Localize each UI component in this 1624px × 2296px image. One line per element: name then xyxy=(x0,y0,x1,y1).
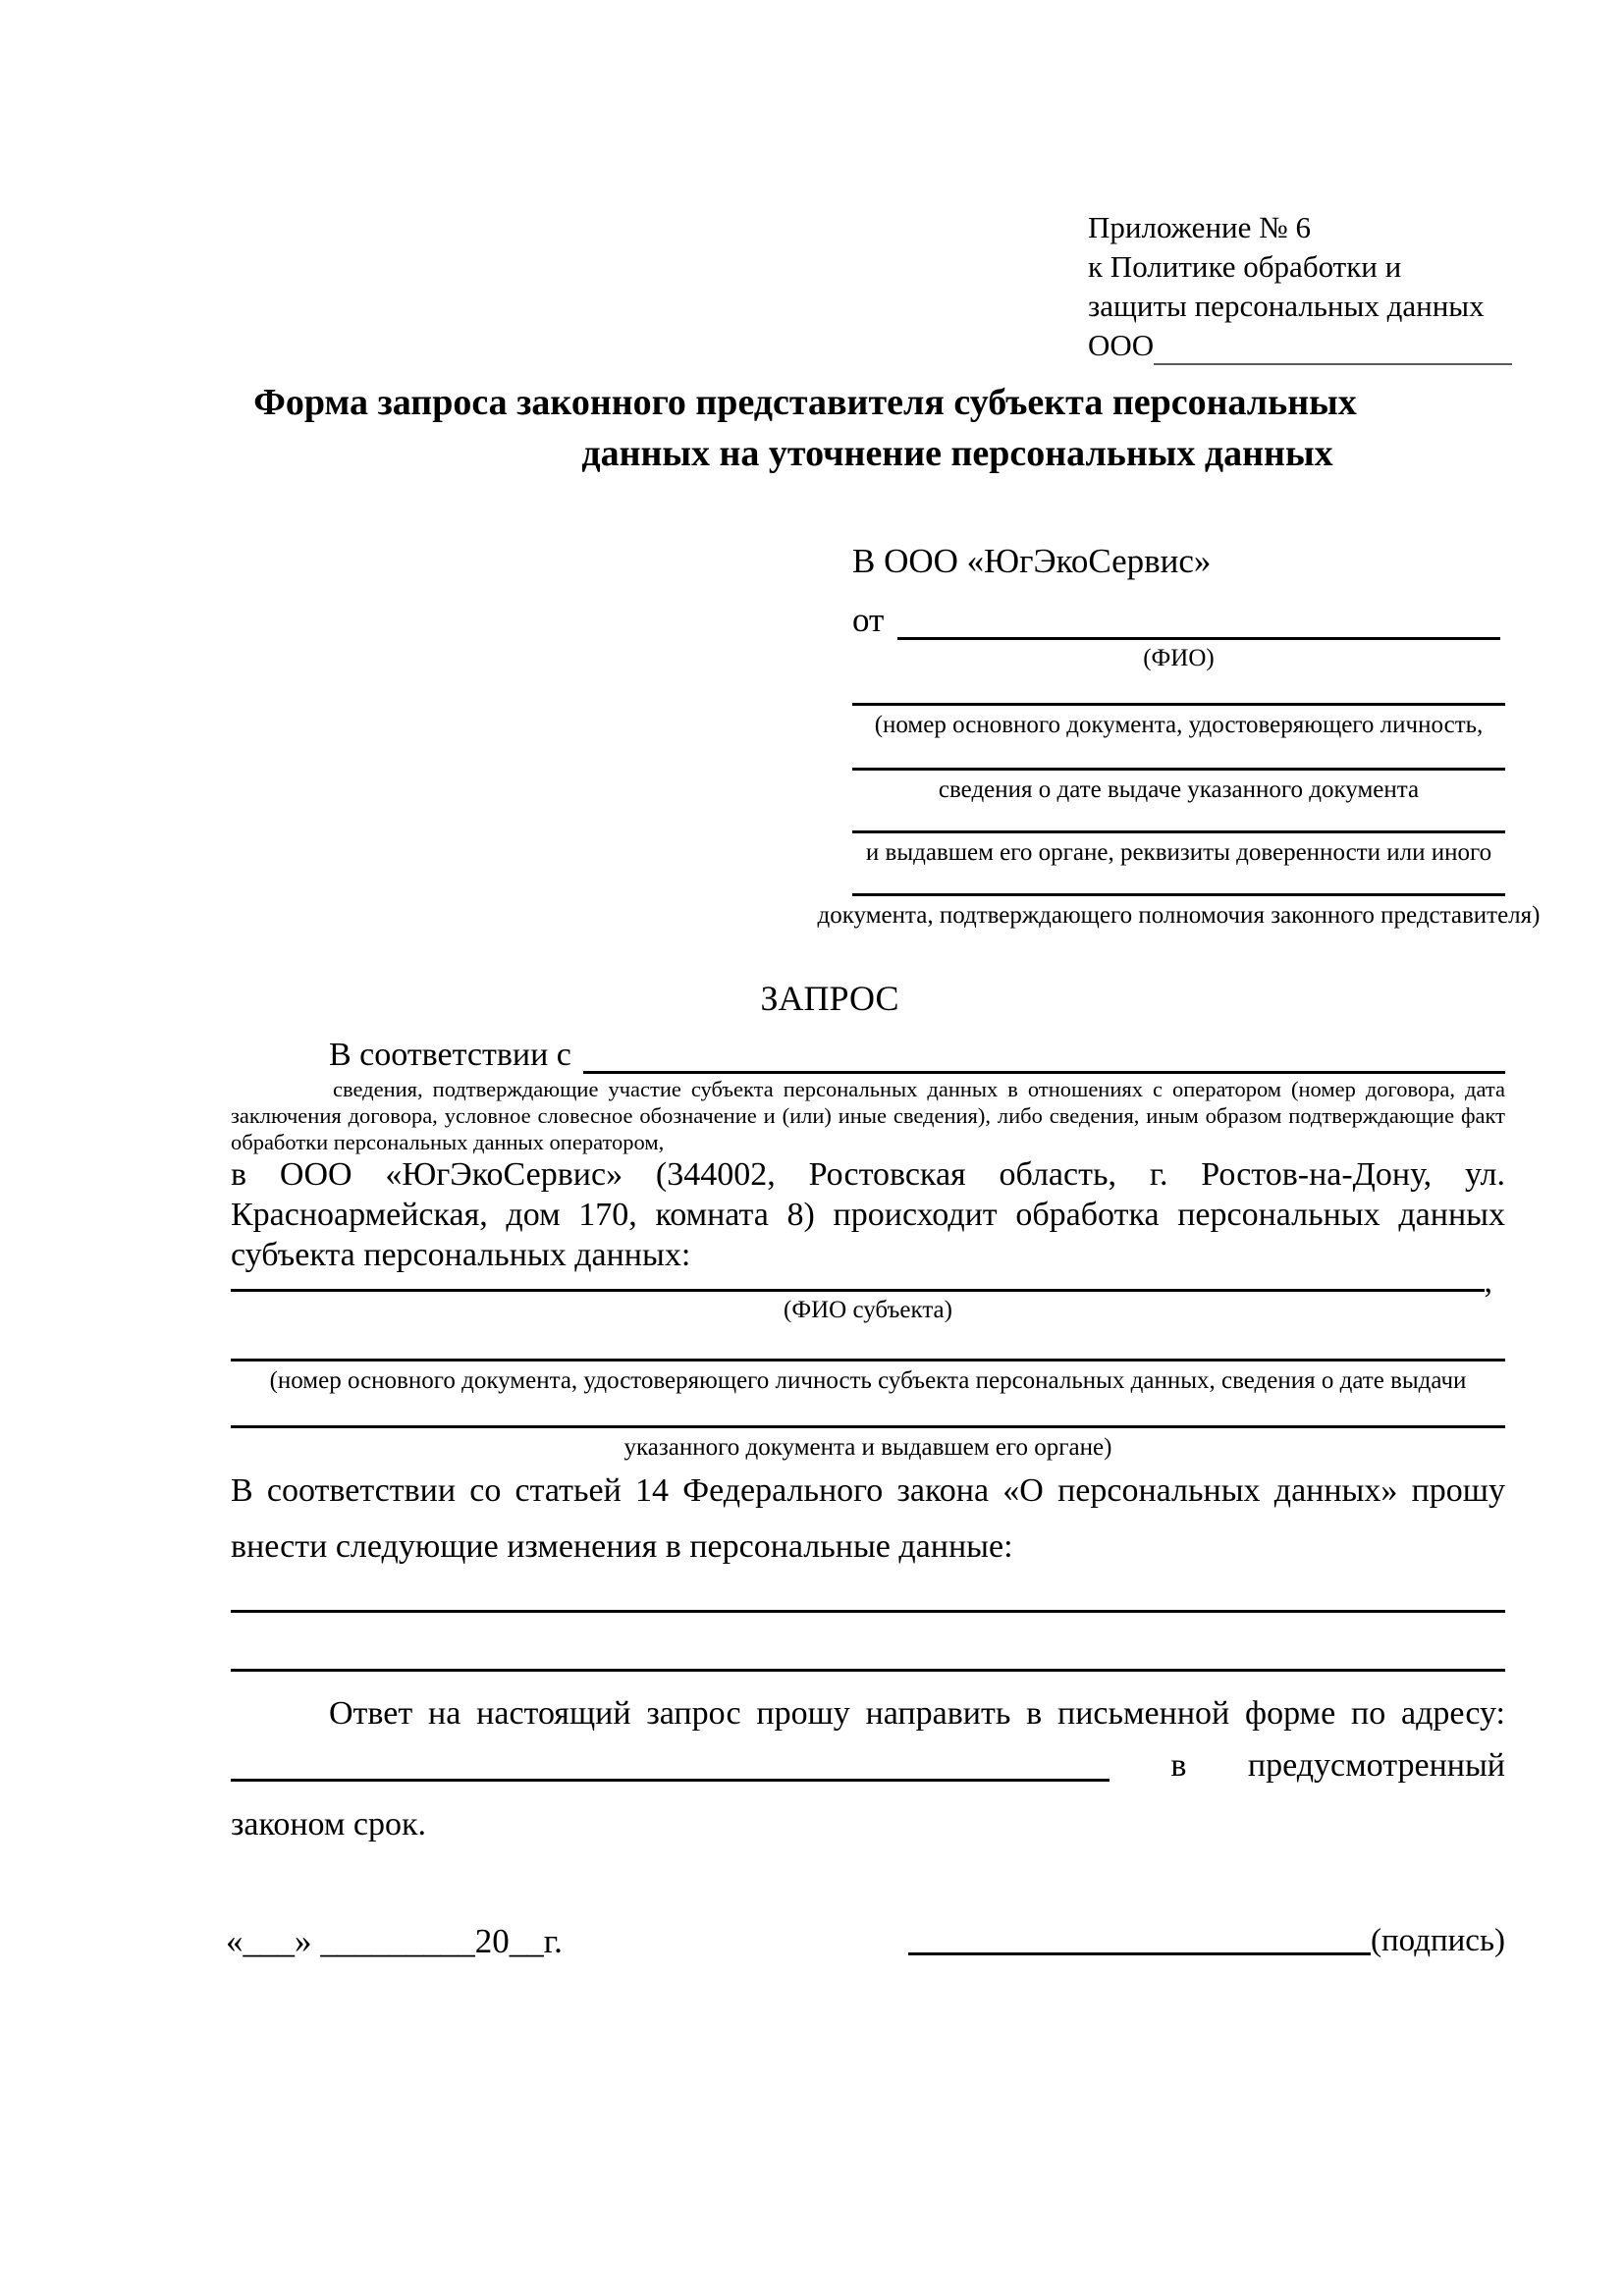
rep-doc-caption-3: и выдавшем его органе, реквизиты доверенности или иного xyxy=(865,839,1492,866)
rep-doc-caption-4: документа, подтверждающего полномочия законного представителя) xyxy=(817,902,1541,929)
appendix-block xyxy=(1088,208,1512,365)
operator-line-1: в ООО «ЮгЭкоСервис» (344002, Ростовская область, г. Ростов-на-Дону, ул. xyxy=(231,1156,1505,1193)
appendix-line: к Политике обработки и xyxy=(1088,249,1402,284)
from-label: от xyxy=(852,601,885,639)
operator-line-3: субъекта персональных данных: xyxy=(231,1237,691,1273)
answer-word-in: в xyxy=(1170,1747,1187,1784)
company-name-row xyxy=(1088,326,1512,365)
fio-caption: (ФИО) xyxy=(1143,645,1215,671)
article-paragraph xyxy=(231,1463,1505,1575)
appendix-line: Приложение № 6 xyxy=(1088,210,1311,244)
trailing-comma: , xyxy=(1484,1263,1492,1300)
footnote-line-1: сведения, подтверждающие участие субъекта персональных данных в отношениях с оператором (номер договора, дата xyxy=(333,1077,1505,1101)
footnote-line-2: заключения договора, условное словесное обозначение и (или) иные сведения), либо сведения, иным образом подтверждающие факт xyxy=(231,1103,1505,1128)
answer-line-3: законом срок. xyxy=(231,1806,426,1842)
signature-caption: (подпись) xyxy=(1371,1923,1505,1958)
signature-row xyxy=(908,1916,1505,1959)
rep-doc-caption-2: сведения о дате выдаче указанного документа xyxy=(938,776,1420,803)
operator-line-2: Красноармейская, дом 170, комната 8) происходит обработка персональных данных xyxy=(231,1197,1505,1233)
from-row xyxy=(852,597,1500,640)
article-line-1: В соответствии со статьей 14 Федерального закона «О персональных данных» прошу xyxy=(231,1472,1505,1509)
ooo-label: ООО xyxy=(1088,328,1155,362)
footnote-line-3: обработки персональных данных оператором, xyxy=(231,1130,665,1154)
rep-doc-caption-1: (номер основного документа, удостоверяющего личность, xyxy=(874,712,1484,738)
rep-doc-blank-line-4[interactable] xyxy=(852,893,1505,896)
article-line-2: внести следующие изменения в персональные данные: xyxy=(231,1528,1013,1565)
changes-blank-line-1[interactable] xyxy=(231,1610,1505,1613)
answer-line-1: Ответ на настоящий запрос прошу направить в письменной форме по адресу: xyxy=(329,1695,1505,1732)
appendix-line: защиты персональных данных xyxy=(1088,289,1485,323)
signature-blank-field[interactable] xyxy=(908,1952,1371,1955)
rep-doc-blank-line-2[interactable] xyxy=(852,768,1505,771)
fio-subject-caption: (ФИО субъекта) xyxy=(784,1297,952,1323)
form-title-line-1: Форма запроса законного представителя субъекта персональных xyxy=(253,382,1357,423)
subject-fio-blank-field[interactable] xyxy=(231,1289,1485,1292)
rep-doc-blank-line-1[interactable] xyxy=(852,703,1505,706)
date-blank-field[interactable]: «___» _________20__г. xyxy=(226,1922,563,1960)
subject-doc-blank-line-2[interactable] xyxy=(231,1425,1505,1428)
answer-address-row xyxy=(231,1749,1505,1785)
accordance-blank-field[interactable] xyxy=(583,1071,1505,1074)
address-blank-field[interactable] xyxy=(231,1779,1110,1782)
subject-fio-row xyxy=(231,1262,1492,1300)
from-name-blank-field[interactable] xyxy=(897,637,1500,640)
request-heading: ЗАПРОС xyxy=(760,979,899,1018)
operator-paragraph xyxy=(231,1154,1505,1275)
subject-doc-caption-2: указанного документа и выдавшем его органе) xyxy=(623,1434,1112,1461)
answer-word-due: предусмотренный xyxy=(1247,1747,1505,1784)
rep-doc-blank-line-3[interactable] xyxy=(852,830,1505,833)
accordance-prefix: В соответствии с xyxy=(329,1037,571,1073)
addressee-to: В ООО «ЮгЭкоСервис» xyxy=(852,542,1212,580)
subject-doc-blank-line-1[interactable] xyxy=(231,1359,1505,1362)
accordance-row xyxy=(231,1031,1505,1074)
subject-doc-caption-1: (номер основного документа, удостоверяющего личность субъекта персональных данных, сведения о дате выдачи xyxy=(269,1367,1467,1394)
company-name-blank-field[interactable] xyxy=(1154,334,1512,365)
form-title-line-2: данных на уточнение персональных данных xyxy=(581,433,1333,474)
changes-blank-line-2[interactable] xyxy=(231,1669,1505,1672)
addressee-block xyxy=(817,542,1541,954)
footnote-paragraph xyxy=(231,1076,1505,1155)
